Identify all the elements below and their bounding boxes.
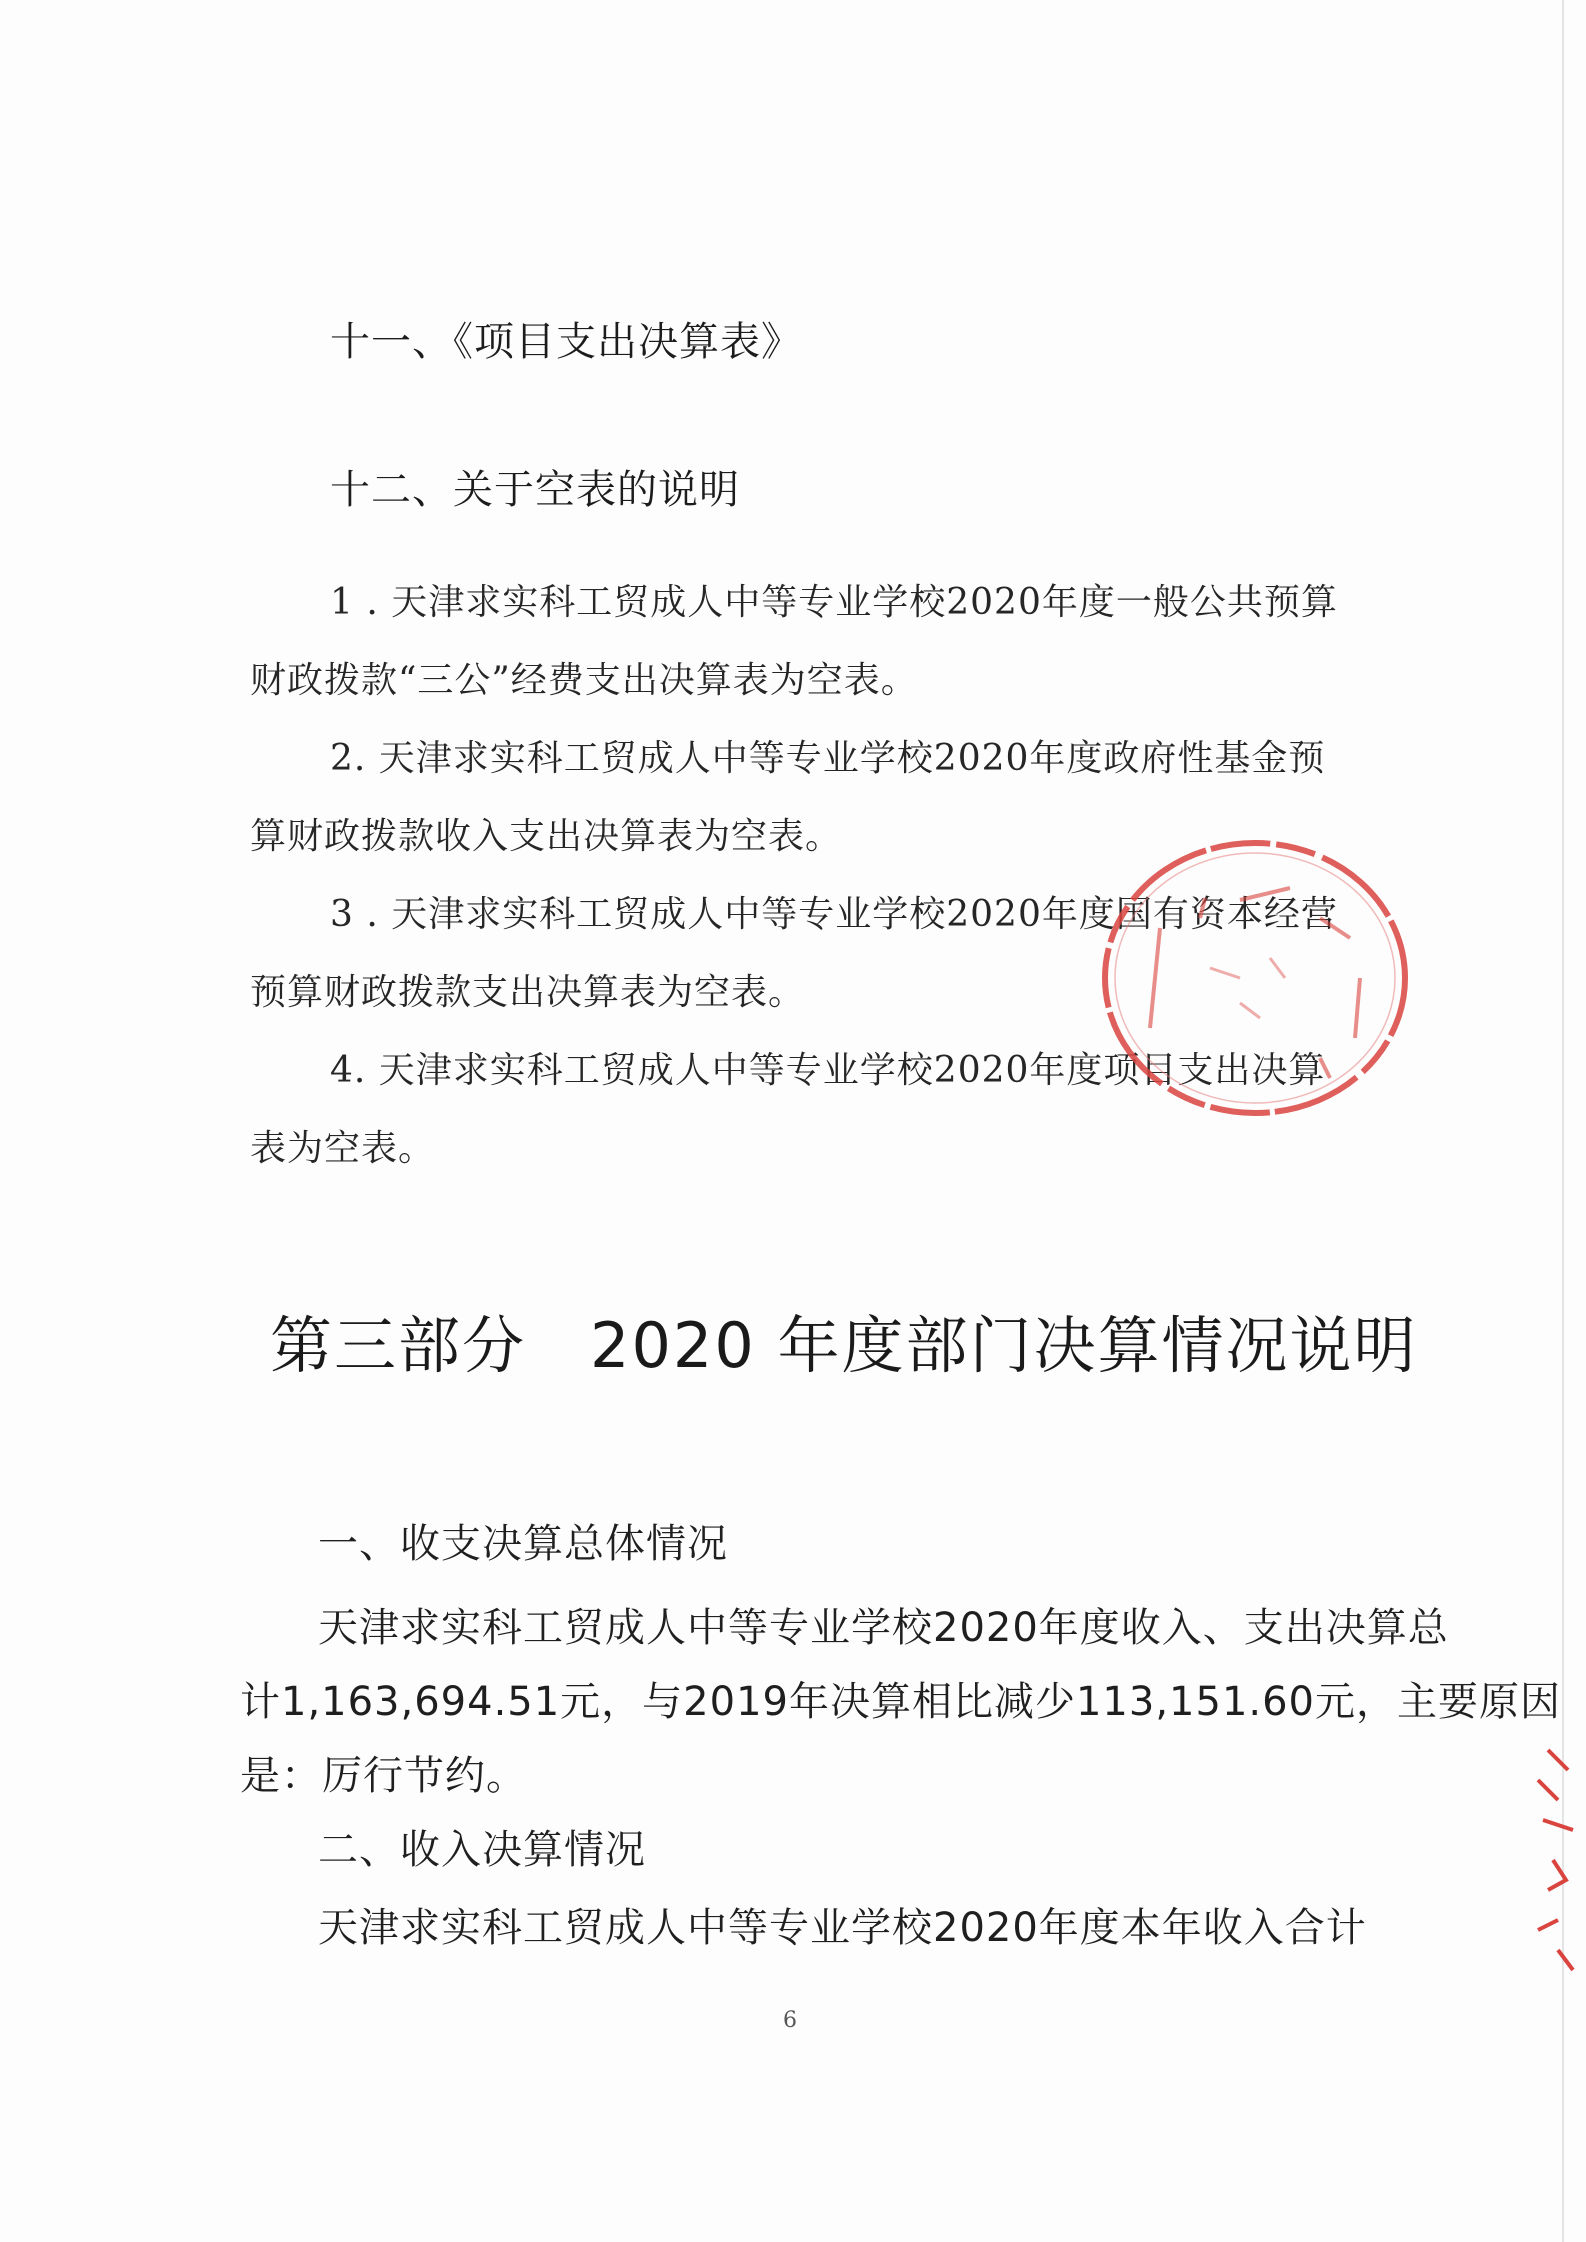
page-number: 6 [783, 2008, 797, 2033]
section-1-line-1: 天津求实科工贸成人中等专业学校2020年度收入、支出决算总 [318, 1605, 1449, 1651]
note-3-line-2: 预算财政拨款支出决算表为空表。 [250, 972, 806, 1013]
item-eleven: 十一、《项目支出决算表》 [330, 319, 802, 365]
section-1-line-2: 计1,163,694.51元，与2019年决算相比减少113,151.60元，主要原因 [240, 1679, 1562, 1725]
part-title: 第三部分 2020 年度部门决算情况说明 [270, 1309, 1418, 1382]
section-2-line-1: 天津求实科工贸成人中等专业学校2020年度本年收入合计 [318, 1905, 1367, 1951]
note-3-line-1: 3 . 天津求实科工贸成人中等专业学校2020年度国有资本经营 [330, 894, 1338, 935]
item-twelve: 十二、关于空表的说明 [330, 467, 740, 513]
section-1-heading: 一、收支决算总体情况 [318, 1521, 728, 1567]
edge-seal-mark [1528, 1740, 1584, 1980]
note-2-line-2: 算财政拨款收入支出决算表为空表。 [250, 816, 843, 857]
note-4-line-1: 4. 天津求实科工贸成人中等专业学校2020年度项目支出决算 [330, 1050, 1326, 1091]
note-4-line-2: 表为空表。 [250, 1128, 436, 1169]
note-1-line-1: 1 . 天津求实科工贸成人中等专业学校2020年度一般公共预算 [330, 582, 1338, 623]
section-1-line-3: 是：厉行节约。 [240, 1753, 527, 1799]
section-2-heading: 二、收入决算情况 [318, 1827, 646, 1873]
note-1-line-2: 财政拨款“三公”经费支出决算表为空表。 [250, 660, 918, 701]
official-seal-stamp [1090, 828, 1420, 1128]
note-2-line-1: 2. 天津求实科工贸成人中等专业学校2020年度政府性基金预 [330, 738, 1326, 779]
